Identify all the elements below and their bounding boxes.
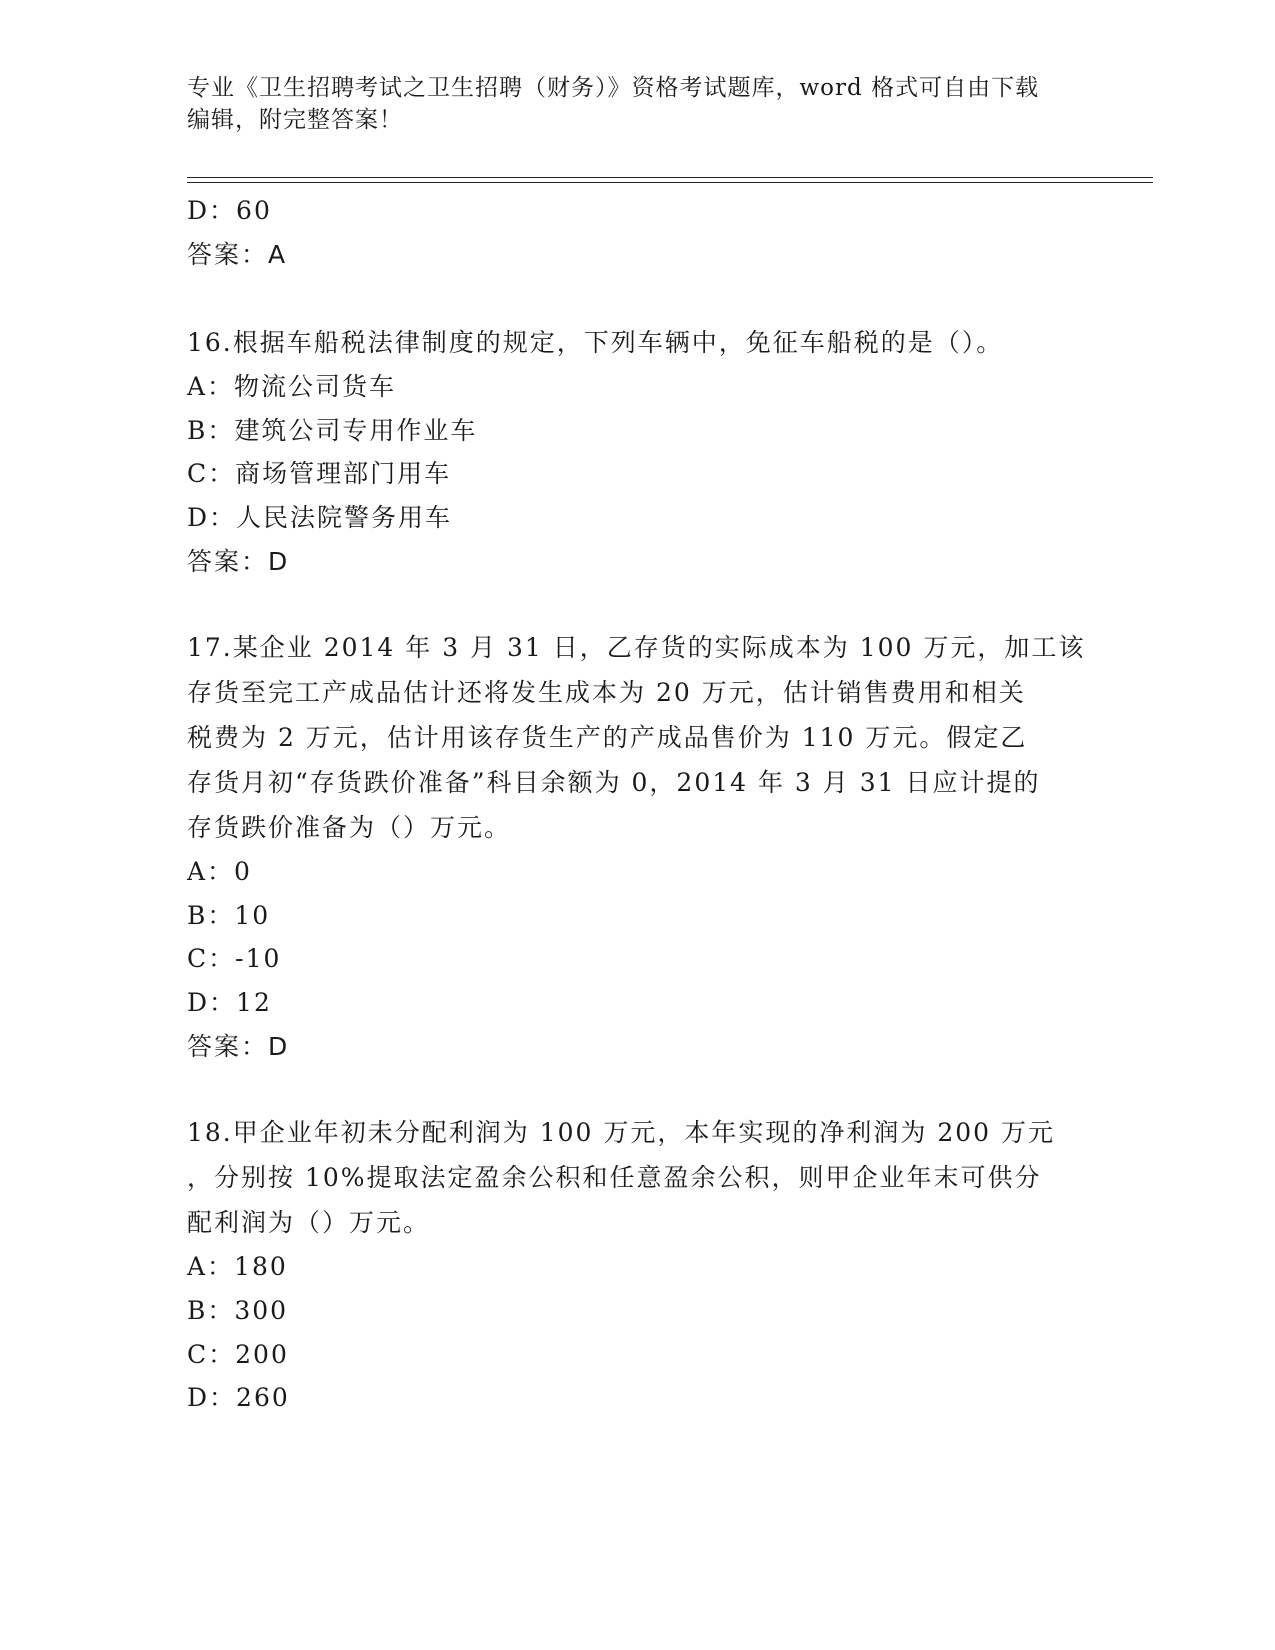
document-header <box>187 72 1067 136</box>
q18-option-d: D：260 <box>187 1383 290 1412</box>
header-line-1: 专业《卫生招聘考试之卫生招聘（财务）》资格考试题库，word 格式可自由下载 <box>187 75 1040 101</box>
q18-stem-line-1: 18.甲企业年初未分配利润为 100 万元，本年实现的净利润为 200 万元 <box>187 1118 1055 1147</box>
q17-stem-line-5: 存货跌价准备为（）万元。 <box>187 813 512 842</box>
q17-stem-line-4: 存货月初“存货跌价准备”科目余额为 0，2014 年 3 月 31 日应计提的 <box>187 768 1041 797</box>
q17-stem-line-1: 17.某企业 2014 年 3 月 31 日，乙存货的实际成本为 100 万元，加工该 <box>187 633 1086 662</box>
header-line-2: 编辑，附完整答案！ <box>187 107 403 133</box>
q17-stem-line-2: 存货至完工产成品估计还将发生成本为 20 万元，估计销售费用和相关 <box>187 678 1026 707</box>
prev-option-d: D：60 <box>187 196 272 225</box>
header-divider-bottom <box>187 182 1153 183</box>
q17-option-b: B：10 <box>187 901 271 930</box>
q16-option-a: A：物流公司货车 <box>187 372 397 401</box>
q18-option-c: C：200 <box>187 1340 289 1369</box>
q17-option-d: D：12 <box>187 988 272 1017</box>
q18-stem-line-3: 配利润为（）万元。 <box>187 1208 431 1237</box>
q16-option-d: D：人民法院警务用车 <box>187 503 453 532</box>
q17-option-a: A：0 <box>187 857 252 886</box>
prev-answer: 答案：A <box>187 240 288 269</box>
q17-answer: 答案：D <box>187 1032 290 1061</box>
q18-option-a: A：180 <box>187 1252 288 1281</box>
q18-option-b: B：300 <box>187 1296 289 1325</box>
q18-stem-line-2: ，分别按 10%提取法定盈余公积和任意盈余公积，则甲企业年末可供分 <box>187 1163 1042 1192</box>
q16-answer: 答案：D <box>187 547 290 576</box>
q16-option-c: C：商场管理部门用车 <box>187 459 452 488</box>
q17-stem-line-3: 税费为 2 万元，估计用该存货生产的产成品售价为 110 万元。假定乙 <box>187 723 1028 752</box>
q17-option-c: C：-10 <box>187 944 282 973</box>
q16-stem: 16.根据车船税法律制度的规定，下列车辆中，免征车船税的是（）。 <box>187 328 1004 357</box>
header-divider-top <box>187 177 1153 178</box>
q16-option-b: B：建筑公司专用作业车 <box>187 416 478 445</box>
